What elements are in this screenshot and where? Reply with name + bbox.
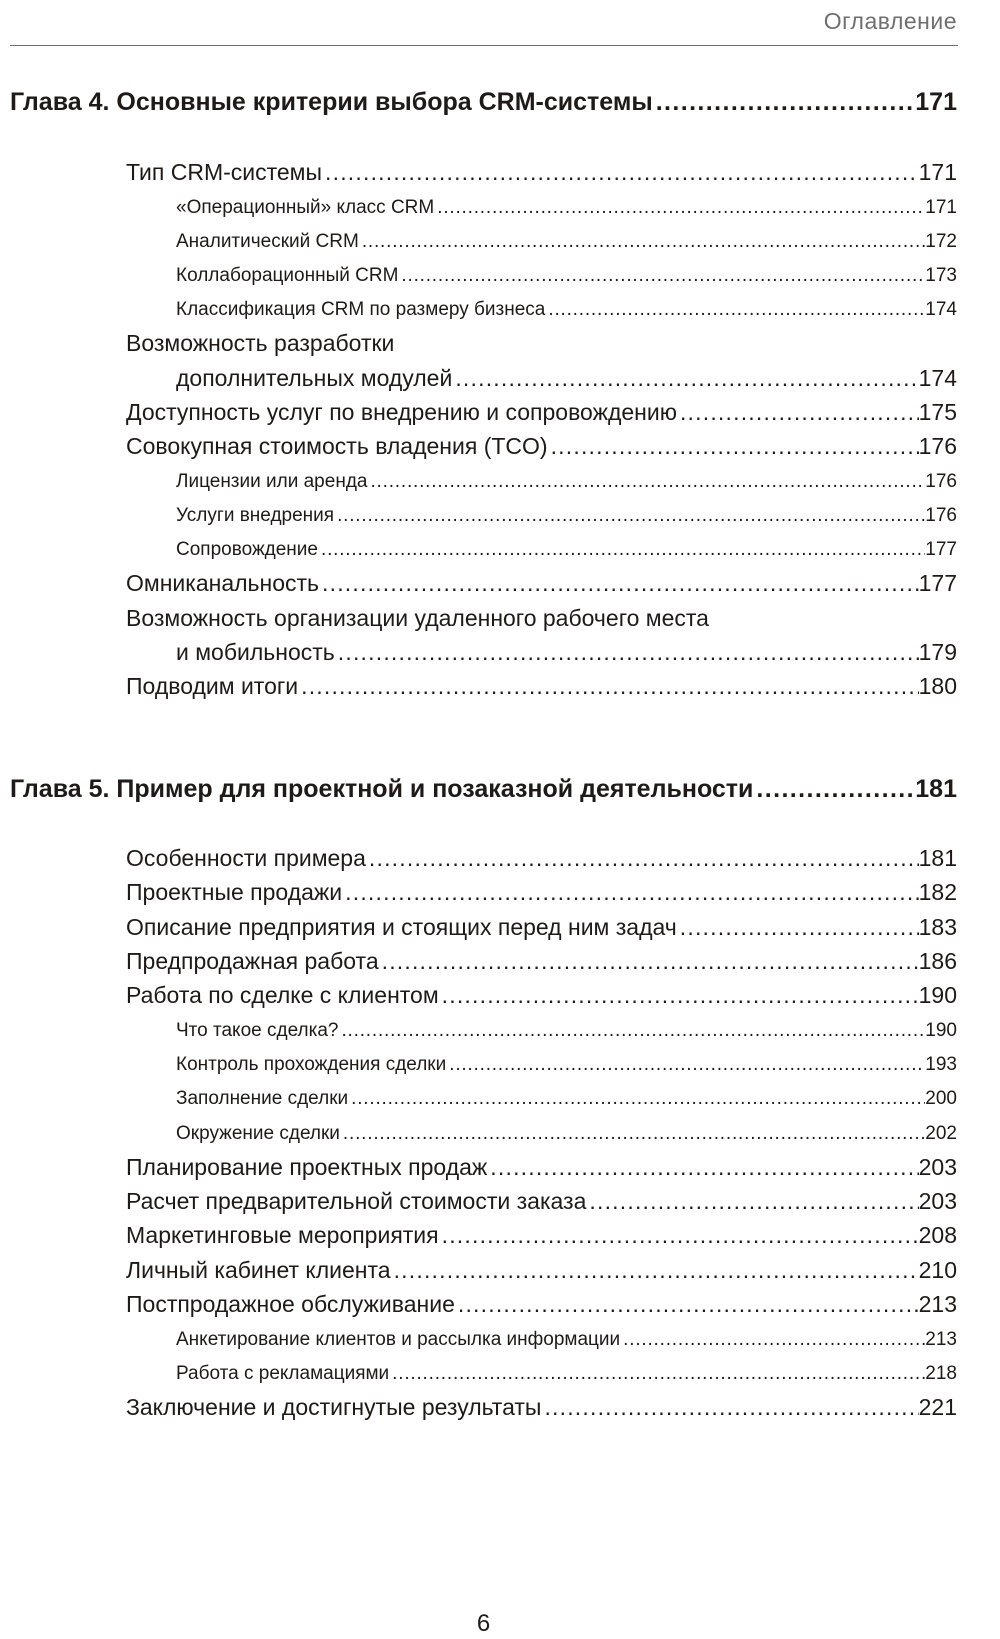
dot-leader xyxy=(340,1123,925,1145)
page-ref: 175 xyxy=(918,399,957,425)
dot-leader xyxy=(439,982,919,1009)
toc-entry[interactable] xyxy=(10,1154,957,1181)
toc-subentry[interactable] xyxy=(10,1329,957,1351)
entry-title: Работа с рекламациями xyxy=(176,1363,390,1384)
toc-subentry[interactable] xyxy=(10,231,957,253)
page-ref: 193 xyxy=(925,1054,957,1075)
page-ref: 218 xyxy=(925,1363,957,1384)
toc-subentry[interactable] xyxy=(10,539,957,561)
page-ref: 202 xyxy=(925,1123,957,1144)
page-ref: 208 xyxy=(918,1222,957,1248)
chapter-title: Глава 5. Пример для проектной и позаказной деятельности xyxy=(10,775,754,803)
entry-title: Предпродажная работа xyxy=(126,948,379,974)
dot-leader xyxy=(753,775,915,804)
entry-title: Классификация CRM по размеру бизнеса xyxy=(176,299,546,320)
entry-title: Работа по сделке с клиентом xyxy=(126,982,439,1008)
entry-title: Анкетирование клиентов и рассылка информации xyxy=(176,1329,621,1350)
page-ref: 190 xyxy=(925,1020,957,1041)
toc-entry[interactable] xyxy=(10,879,957,906)
page-ref: 176 xyxy=(918,433,957,459)
dot-leader xyxy=(487,1154,918,1181)
page-ref: 183 xyxy=(918,914,957,940)
dot-leader xyxy=(334,505,925,527)
running-head: Оглавление xyxy=(823,8,957,34)
page-ref: 179 xyxy=(918,639,957,665)
page-ref: 210 xyxy=(918,1257,957,1283)
toc-entry[interactable] xyxy=(10,914,957,941)
entry-title: Личный кабинет клиента xyxy=(126,1257,391,1283)
page-ref: 181 xyxy=(915,775,957,803)
entry-title: Окружение сделки xyxy=(176,1123,340,1144)
dot-leader xyxy=(348,1088,925,1110)
dot-leader xyxy=(434,197,925,219)
entry-title: Подводим итоги xyxy=(126,673,299,699)
toc-entry[interactable] xyxy=(10,845,957,872)
entry-title: Расчет предварительной стоимости заказа xyxy=(126,1188,587,1214)
dot-leader xyxy=(677,914,919,941)
page-ref: 203 xyxy=(918,1188,957,1214)
toc-subentry[interactable] xyxy=(10,1363,957,1385)
page-ref: 181 xyxy=(918,845,957,871)
dot-leader xyxy=(322,159,919,186)
dot-leader xyxy=(379,948,919,975)
page-ref: 177 xyxy=(925,539,957,560)
toc-entry[interactable] xyxy=(10,982,957,1009)
dot-leader xyxy=(653,88,916,117)
dot-leader xyxy=(389,1363,925,1385)
entry-title: Тип CRM-системы xyxy=(126,159,323,185)
entry-title-line1: Возможность разработки xyxy=(126,330,395,356)
dot-leader xyxy=(342,879,918,906)
dot-leader xyxy=(367,471,925,493)
dot-leader xyxy=(620,1329,925,1351)
toc-entry[interactable] xyxy=(10,570,957,597)
dot-leader xyxy=(548,433,919,460)
toc-chapter-5[interactable] xyxy=(10,775,957,804)
page-ref: 221 xyxy=(918,1394,957,1420)
entry-title: Аналитический CRM xyxy=(176,231,359,252)
dot-leader xyxy=(452,365,918,392)
entry-title: Заключение и достигнутые результаты xyxy=(126,1394,542,1420)
toc-entry[interactable] xyxy=(10,399,957,426)
dot-leader xyxy=(335,639,919,666)
dot-leader xyxy=(541,1394,918,1421)
toc-subentry[interactable] xyxy=(10,1123,957,1145)
entry-title: Постпродажное обслуживание xyxy=(126,1291,455,1317)
toc-entry[interactable] xyxy=(10,365,957,392)
page-ref: 213 xyxy=(925,1329,957,1350)
entry-title: Контроль прохождения сделки xyxy=(176,1054,447,1075)
toc-entry[interactable] xyxy=(10,1188,957,1215)
toc-entry[interactable] xyxy=(10,1257,957,1284)
header-rule xyxy=(10,45,958,46)
entry-title: «Операционный» класс CRM xyxy=(176,197,435,218)
toc-entry[interactable] xyxy=(10,1394,957,1421)
toc-entry[interactable] xyxy=(10,1222,957,1249)
toc-subentry[interactable] xyxy=(10,1088,957,1110)
page-ref: 180 xyxy=(918,673,957,699)
page-number: 6 xyxy=(476,1610,491,1637)
entry-title-line2: дополнительных модулей xyxy=(176,365,453,391)
dot-leader xyxy=(398,265,925,287)
page-ref: 186 xyxy=(918,948,957,974)
page-ref: 176 xyxy=(925,505,957,526)
entry-title: Лицензии или аренда xyxy=(176,471,368,492)
toc-subentry[interactable] xyxy=(10,265,957,287)
page-ref: 176 xyxy=(925,471,957,492)
entry-title: Совокупная стоимость владения (TCO) xyxy=(126,433,548,459)
dot-leader xyxy=(338,1020,925,1042)
entry-title: Сопровождение xyxy=(176,539,318,560)
dot-leader xyxy=(319,570,919,597)
toc-entry[interactable] xyxy=(10,639,957,666)
dot-leader xyxy=(439,1222,919,1249)
dot-leader xyxy=(318,539,925,561)
toc-subentry[interactable] xyxy=(10,1020,957,1042)
page-ref: 173 xyxy=(925,265,957,286)
page-ref: 182 xyxy=(918,879,957,905)
dot-leader xyxy=(586,1188,918,1215)
toc-subentry[interactable] xyxy=(10,197,957,219)
entry-title: Доступность услуг по внедрению и сопровождению xyxy=(126,399,677,425)
dot-leader xyxy=(446,1054,925,1076)
chapter-title: Глава 4. Основные критерии выбора CRM-системы xyxy=(10,88,653,116)
entry-title: Что такое сделка? xyxy=(176,1020,339,1041)
dot-leader xyxy=(366,845,919,872)
page-ref: 177 xyxy=(918,570,957,596)
toc-chapter-4[interactable] xyxy=(10,88,957,117)
toc-entry[interactable] xyxy=(10,159,957,186)
page-ref: 203 xyxy=(918,1154,957,1180)
page-ref: 171 xyxy=(925,197,957,218)
entry-title-line2: и мобильность xyxy=(176,639,335,665)
toc-entry[interactable] xyxy=(10,1291,957,1318)
page-ref: 172 xyxy=(925,231,957,252)
page-ref: 174 xyxy=(918,365,957,391)
entry-title: Омниканальность xyxy=(126,570,320,596)
toc-entry[interactable] xyxy=(10,433,957,460)
toc-subentry[interactable] xyxy=(10,505,957,527)
entry-title: Проектные продажи xyxy=(126,879,343,905)
toc-subentry[interactable] xyxy=(10,1054,957,1076)
entry-title-line1: Возможность организации удаленного рабочего места xyxy=(126,605,709,631)
toc-subentry[interactable] xyxy=(10,299,957,321)
entry-title: Заполнение сделки xyxy=(176,1088,349,1109)
dot-leader xyxy=(359,231,925,253)
toc-entry[interactable] xyxy=(10,948,957,975)
entry-title: Коллаборационный CRM xyxy=(176,265,399,286)
entry-title: Услуги внедрения xyxy=(176,505,335,526)
dot-leader xyxy=(545,299,925,321)
entry-title: Особенности примера xyxy=(126,845,366,871)
entry-title: Маркетинговые мероприятия xyxy=(126,1222,439,1248)
page-ref: 171 xyxy=(918,159,957,185)
entry-title: Планирование проектных продаж xyxy=(126,1154,488,1180)
dot-leader xyxy=(391,1257,919,1284)
toc-entry[interactable] xyxy=(10,673,957,700)
page-ref: 213 xyxy=(918,1291,957,1317)
page-ref: 200 xyxy=(925,1088,957,1109)
dot-leader xyxy=(677,399,919,426)
page-ref: 190 xyxy=(918,982,957,1008)
toc-subentry[interactable] xyxy=(10,471,957,493)
page-ref: 174 xyxy=(925,299,957,320)
page-ref: 171 xyxy=(915,88,957,116)
entry-title: Описание предприятия и стоящих перед ним задач xyxy=(126,914,677,940)
dot-leader xyxy=(298,673,919,700)
dot-leader xyxy=(455,1291,919,1318)
